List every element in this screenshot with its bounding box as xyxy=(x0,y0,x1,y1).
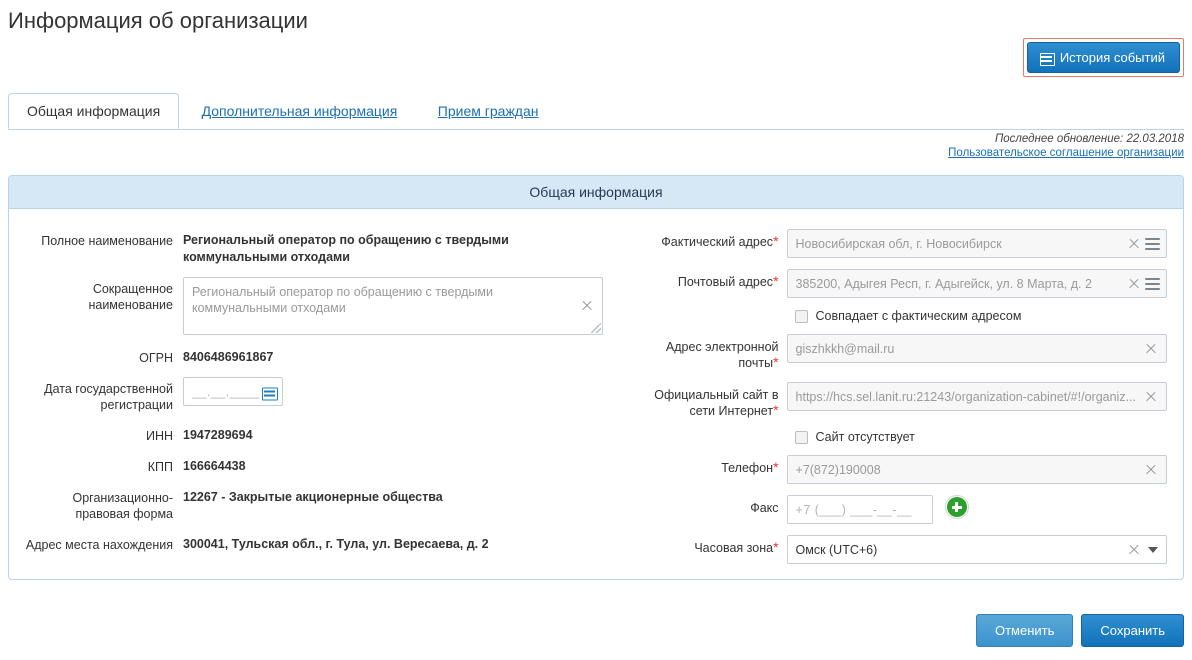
tab-general-info[interactable]: Общая информация xyxy=(8,93,179,129)
website-label-text: Официальный сайт в сети Интернет xyxy=(654,388,779,418)
registration-date-value: __.__.____ xyxy=(192,384,260,399)
legal-form-value: 12267 - Закрытые акционерные общества xyxy=(183,490,443,504)
no-website-label[interactable]: Сайт отсутствует xyxy=(815,430,915,444)
required-marker: * xyxy=(773,354,779,370)
timezone-select[interactable] xyxy=(787,535,1167,564)
meta-info xyxy=(948,133,1184,159)
field-short-name xyxy=(25,277,603,335)
field-website xyxy=(627,382,1167,419)
field-fax xyxy=(627,495,1167,524)
no-website-row xyxy=(795,430,1167,444)
email-value: giszhkkh@mail.ru xyxy=(795,341,895,356)
full-name-value: Региональный оператор по обращению с твердыми коммунальными отходами xyxy=(183,233,509,264)
location-address-value: 300041, Тульская обл., г. Тула, ул. Вересаева, д. 2 xyxy=(183,537,489,551)
required-marker: * xyxy=(773,273,779,289)
clear-icon[interactable] xyxy=(1145,464,1157,476)
field-ogrn xyxy=(25,346,603,366)
postal-address-input[interactable] xyxy=(787,269,1167,298)
tab-citizen-reception[interactable]: Прием граждан xyxy=(437,103,539,119)
right-column xyxy=(603,229,1167,575)
field-email xyxy=(627,334,1167,371)
postal-address-value: 385200, Адыгея Респ, г. Адыгейск, ул. 8 Марта, д. 2 xyxy=(795,276,1092,291)
registration-date-label: Дата государственной регистрации xyxy=(44,382,173,412)
same-as-actual-address-label[interactable]: Совпадает с фактическим адресом xyxy=(815,309,1022,323)
inn-value: 1947289694 xyxy=(183,428,253,442)
email-label xyxy=(627,334,787,371)
field-inn xyxy=(25,424,603,444)
phone-value: +7(872)190008 xyxy=(795,462,881,477)
address-picker-icon[interactable] xyxy=(1145,238,1160,250)
plus-icon xyxy=(947,497,967,517)
fax-label: Факс xyxy=(750,501,779,515)
page-title: Информация об организации xyxy=(8,8,308,33)
field-full-name xyxy=(25,229,603,266)
short-name-value: Региональный оператор по обращению с твердыми коммунальными отходами xyxy=(192,285,493,315)
phone-input[interactable] xyxy=(787,455,1167,484)
field-timezone xyxy=(627,535,1167,564)
field-location-address xyxy=(25,533,603,553)
actual-address-label-text: Фактический адрес xyxy=(661,235,774,249)
registration-date-input[interactable] xyxy=(183,377,283,406)
form-actions xyxy=(976,614,1184,647)
field-kpp xyxy=(25,455,603,475)
fax-value: +7 (___) ___-__-__ xyxy=(795,502,912,517)
timezone-label xyxy=(627,535,787,556)
history-events-button-label: История событий xyxy=(1059,50,1165,65)
same-as-actual-address-row xyxy=(795,309,1167,323)
field-phone xyxy=(627,455,1167,484)
same-as-actual-address-checkbox[interactable] xyxy=(795,310,808,323)
short-name-textarea[interactable] xyxy=(183,277,603,335)
kpp-value: 166664438 xyxy=(183,459,246,473)
add-fax-button[interactable] xyxy=(945,495,969,519)
clear-icon[interactable] xyxy=(1128,544,1140,556)
save-button[interactable]: Сохранить xyxy=(1081,614,1184,647)
phone-label xyxy=(627,455,787,476)
field-registration-date xyxy=(25,377,603,413)
postal-address-label xyxy=(627,269,787,290)
website-label xyxy=(627,382,787,419)
fax-input[interactable] xyxy=(787,495,933,524)
general-info-panel xyxy=(8,175,1184,580)
website-input[interactable] xyxy=(787,382,1167,411)
field-legal-form xyxy=(25,486,603,522)
panel-body xyxy=(9,209,1183,575)
resize-grip-icon[interactable] xyxy=(591,323,601,333)
required-marker: * xyxy=(773,233,779,249)
tab-bar xyxy=(8,93,1184,130)
email-input[interactable] xyxy=(787,334,1167,363)
inn-label: ИНН xyxy=(145,429,173,443)
history-button-highlight xyxy=(1023,38,1184,77)
clear-icon[interactable] xyxy=(581,300,593,312)
no-website-checkbox[interactable] xyxy=(795,431,808,444)
clear-icon[interactable] xyxy=(1128,238,1140,250)
field-postal-address xyxy=(627,269,1167,298)
required-marker: * xyxy=(773,539,779,555)
legal-form-label: Организационно-правовая форма xyxy=(72,491,173,521)
website-value: https://hcs.sel.lanit.ru:21243/organization-cabinet/#!/organiz... xyxy=(795,389,1136,404)
clear-icon[interactable] xyxy=(1145,391,1157,403)
postal-address-label-text: Почтовый адрес xyxy=(677,275,774,289)
full-name-label: Полное наименование xyxy=(41,234,173,248)
panel-header: Общая информация xyxy=(9,176,1183,209)
clear-icon[interactable] xyxy=(1128,278,1140,290)
phone-label-text: Телефон xyxy=(721,461,774,475)
actual-address-value: Новосибирская обл, г. Новосибирск xyxy=(795,236,1002,251)
actual-address-label xyxy=(627,229,787,250)
history-events-button[interactable] xyxy=(1027,42,1180,73)
ogrn-value: 8406486961867 xyxy=(183,350,274,364)
calendar-picker-icon[interactable] xyxy=(262,385,276,398)
calendar-icon xyxy=(1040,51,1053,64)
address-picker-icon[interactable] xyxy=(1145,278,1160,290)
required-marker: * xyxy=(773,402,779,418)
kpp-label: КПП xyxy=(147,460,173,474)
timezone-value: Омск (UTC+6) xyxy=(795,542,878,557)
ogrn-label: ОГРН xyxy=(139,351,173,365)
required-marker: * xyxy=(773,459,779,475)
field-actual-address xyxy=(627,229,1167,258)
chevron-down-icon[interactable] xyxy=(1148,547,1158,553)
short-name-label: Сокращенное наименование xyxy=(88,282,173,312)
last-update-text: Последнее обновление: 22.03.2018 xyxy=(994,133,1184,145)
user-agreement-link[interactable]: Пользовательское соглашение организации xyxy=(948,147,1184,159)
email-label-text: Адрес электронной почты xyxy=(665,340,779,370)
tab-additional-info[interactable]: Дополнительная информация xyxy=(201,103,398,119)
location-address-label: Адрес места нахождения xyxy=(25,538,173,552)
left-column xyxy=(25,229,603,575)
actual-address-input[interactable] xyxy=(787,229,1167,258)
timezone-label-text: Часовая зона xyxy=(694,541,774,555)
cancel-button[interactable]: Отменить xyxy=(976,614,1073,647)
clear-icon[interactable] xyxy=(1145,343,1157,355)
